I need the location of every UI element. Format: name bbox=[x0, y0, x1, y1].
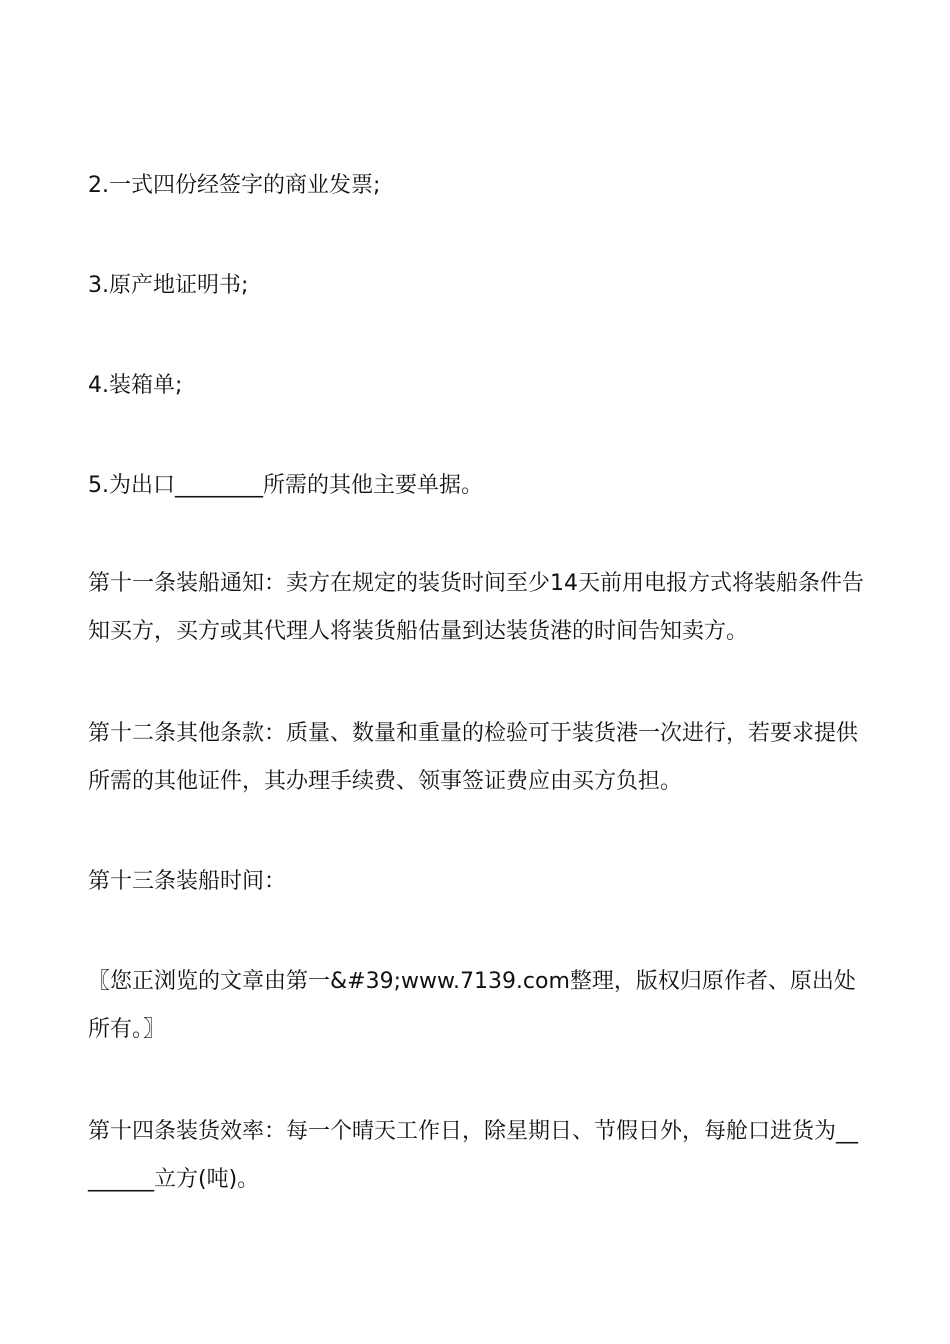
paragraph-other-documents: 5.为出口________所需的其他主要单据。 bbox=[88, 473, 483, 498]
paragraph-source-notice: 〖您正浏览的文章由第一&#39;www.7139.com整理，版权归原作者、原出处所有。〗 bbox=[88, 969, 856, 1042]
paragraph-article-12: 第十二条其他条款：质量、数量和重量的检验可于装货港一次进行，若要求提供所需的其他证件，其办理手续费、领事签证费应由买方负担。 bbox=[88, 721, 859, 794]
paragraph-invoice: 2.一式四份经签字的商业发票; bbox=[88, 173, 381, 198]
paragraph-origin-certificate: 3.原产地证明书; bbox=[88, 273, 249, 298]
paragraph-article-14: 第十四条装货效率：每一个晴天工作日，除星期日、节假日外，每舱口进货为________立方(吨)。 bbox=[88, 1119, 859, 1192]
paragraph-article-11: 第十一条装船通知：卖方在规定的装货时间至少14天前用电报方式将装船条件告知买方，买方或其代理人将装货船估量到达装货港的时间告知卖方。 bbox=[88, 571, 864, 644]
paragraph-article-13: 第十三条装船时间： bbox=[88, 869, 287, 894]
paragraph-packing-list: 4.装箱单; bbox=[88, 373, 183, 398]
